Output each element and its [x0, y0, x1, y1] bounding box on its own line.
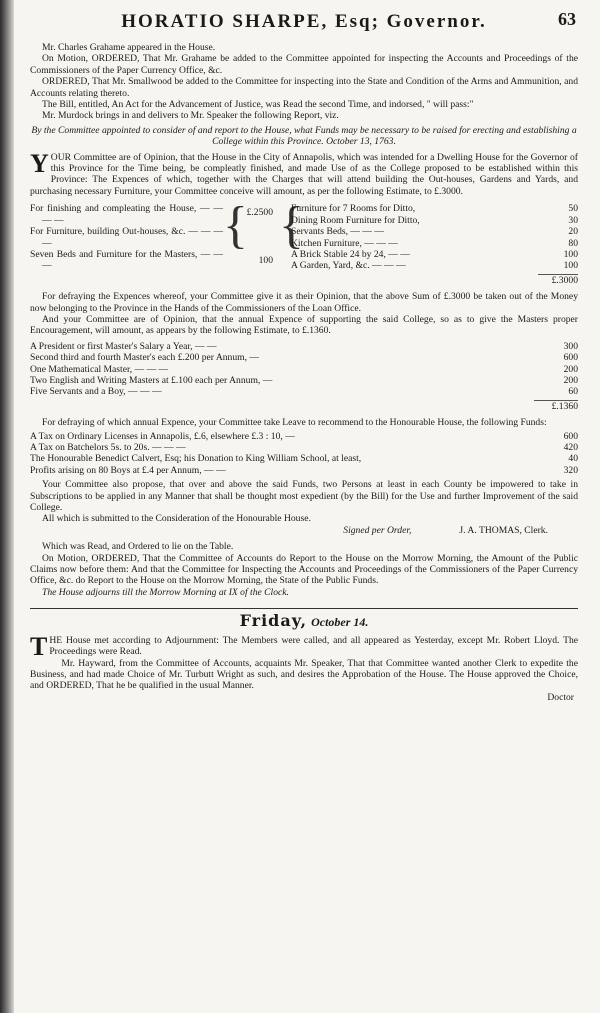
fund-row	[30, 442, 578, 453]
estimate-amount: £.2500	[246, 207, 273, 219]
estimate-amount: 100	[258, 254, 273, 266]
signature-line	[30, 525, 578, 536]
estimate-item-label: Furniture for 7 Rooms for Ditto,	[291, 203, 416, 215]
report-intro	[30, 148, 578, 198]
estimate-item-amount: 80	[568, 237, 578, 249]
subscriptions-para: Your Committee also propose, that over and above the said Funds, two Persons at least in each County be impowered to take in Subscriptions to be applied in any Manner that shall be thought most expedient (by the Bill) for the Use and further Improvement of the said College.	[30, 479, 578, 514]
estimate-right-row	[291, 203, 578, 214]
salary-total: £.1360	[534, 400, 578, 412]
submission-para: All which is submitted to the Consideration of the Honourable House.	[42, 513, 311, 525]
estimate-right-column	[291, 203, 578, 271]
estimate-right-row	[291, 238, 578, 249]
fund-label: A Tax on Batchelors 5s. to 20s. — — —	[30, 442, 186, 453]
estimate-left-column	[30, 203, 223, 271]
opening-para-2: On Motion, ORDERED, That Mr. Grahame be added to the Committee appointed for inspecting the Accounts and Proceedings of the Commissioners of the Paper Currency Office, &c.	[30, 53, 578, 76]
fund-row	[30, 431, 578, 442]
fund-amount: 320	[563, 464, 578, 476]
brace-glyph: {	[223, 197, 248, 255]
opening-para-5: Mr. Murdock brings in and delivers to Mr. Speaker the following Report, viz.	[42, 110, 339, 122]
friday-para-2: Mr. Hayward, from the Committee of Accounts, acquaints Mr. Speaker, That that Committee wanted another Clerk to expedite the Business, and had made Choice of Mr. Turbutt Wright as such, and desires the Approbation of the House. The House approved the Choice, and ORDERED, That he be qualified in the usual Manner.	[30, 657, 578, 692]
annual-expence-para: And your Committee are of Opinion, that the annual Expence of supporting the said College, so as to give the Masters proper Encouragement, will amount, as appears by the following Estimate, to £.1360.	[30, 313, 578, 337]
running-head: HORATIO SHARPE, Esq; Governor.	[121, 11, 487, 32]
salary-label: A President or first Master's Salary a Year, — —	[30, 340, 217, 352]
page-number: 63	[558, 9, 576, 29]
estimate-item-amount: 50	[568, 203, 578, 215]
salary-amount: 60	[568, 386, 578, 398]
friday-para-1	[30, 631, 578, 661]
estimate-item-label: Dining Room Furniture for Ditto,	[291, 214, 420, 226]
estimate-total: £.3000	[538, 274, 578, 286]
salary-amount: 300	[563, 340, 578, 352]
after-report-para-1: Which was Read, and Ordered to lie on the Table.	[42, 541, 234, 553]
fund-label: A Tax on Ordinary Licenses in Annapolis, £.6, elsewhere £.3 : 10, —	[30, 430, 295, 442]
estimate-right-row	[291, 215, 578, 226]
estimate-right-row	[291, 260, 578, 271]
estimate-item-label: Kitchen Furniture, — — —	[291, 237, 398, 249]
salary-estimate	[30, 341, 578, 412]
adjournment-note: The House adjourns till the Morrow Morning at IX of the Clock.	[42, 586, 289, 598]
after-report-para-2: On Motion, ORDERED, That the Committee of Accounts do Report to the House on the Morrow Morning, the Amount of the Public Claims now before them: And that the Committee for Inspecting the Accounts and Proceedings of the Commissioners of the Paper Currency Office, &c. do Report to the House on the Morrow Morning, the State of the Public Funds.	[30, 552, 578, 587]
estimate-left-item: For finishing and compleating the House, — — — —	[30, 203, 223, 226]
fund-label: Profits arising on 80 Boys at £.4 per Annum, — —	[30, 464, 226, 476]
dropcap-t: T	[30, 631, 48, 661]
estimate-item-amount: 100	[563, 260, 578, 272]
salary-amount: 600	[563, 352, 578, 364]
report-intro-text: OUR Committee are of Opinion, that the House in the City of Annapolis, which was intended for a Dwelling House for the Governor of this Province for the Time being, be compleatly finished, and made Use of as the College proposed to be established within this Province: The Expences of which, together with the Charges that will attend building the Out-houses, Gardens and Yards, and purchasing necessary Furniture, your Committee conceive will amount, as per the following Estimate, to £.3000.	[30, 151, 578, 197]
fund-amount: 40	[568, 453, 578, 465]
fund-row	[30, 453, 578, 464]
fund-amount: 600	[563, 430, 578, 442]
salary-row	[30, 341, 578, 352]
estimate-item-amount: 20	[568, 226, 578, 238]
page-header	[30, 8, 578, 42]
salary-label: Second third and fourth Master's each £.200 per Annum, —	[30, 352, 259, 364]
opening-para-3: ORDERED, That Mr. Smallwood be added to the Committee for inspecting into the State and Condition of the Arms and Ammunition, and Accounts relating thereto.	[30, 76, 578, 99]
opening-para-4: The Bill, entitled, An Act for the Advancement of Justice, was Read the second Time, and indorsed, " will pass:"	[42, 99, 474, 111]
fund-row	[30, 465, 578, 476]
day-heading	[30, 611, 578, 631]
salary-label: One Mathematical Master, — — —	[30, 363, 169, 375]
friday-para-1-text: HE House met according to Adjournment: The Members were called, and all appeared as Yesterday, except Mr. Robert Lloyd. The Proceedings were Read.	[49, 634, 578, 658]
estimate-item-amount: 30	[568, 214, 578, 226]
estimate-item-label: A Garden, Yard, &c. — — —	[291, 260, 406, 272]
salary-label: Five Servants and a Boy, — — —	[30, 386, 162, 398]
salary-amount: 200	[563, 363, 578, 375]
dropcap-y: Y	[30, 148, 49, 178]
building-estimate	[30, 197, 578, 272]
salary-row	[30, 386, 578, 397]
funds-list	[30, 431, 578, 477]
fund-amount: 420	[563, 442, 578, 453]
funds-intro: For defraying of which annual Expence, your Committee take Leave to recommend to the Honourable House, the following Funds:	[42, 417, 547, 429]
estimate-left-amounts	[235, 203, 279, 271]
estimate-left-item: For Furniture, building Out-houses, &c. — — — —	[30, 226, 223, 249]
salary-row	[30, 352, 578, 363]
clerk-name: J. A. THOMAS, Clerk.	[459, 524, 548, 536]
salary-row	[30, 364, 578, 375]
fund-label: The Honourable Benedict Calvert, Esq; his Donation to King William School, at least,	[30, 453, 362, 465]
salary-row	[30, 375, 578, 386]
section-rule	[30, 608, 578, 609]
estimate-item-label: Servants Beds, — — —	[291, 226, 385, 238]
report-title: By the Committee appointed to consider of and report to the House, what Funds may be necessary to be raised for erecting and establishing a College within this Province. October 13, 1763.	[31, 124, 577, 148]
salary-amount: 200	[563, 374, 578, 386]
estimate-item-label: A Brick Stable 24 by 24, — —	[291, 248, 410, 260]
day-date: October 14.	[311, 615, 369, 630]
day-name: Friday,	[239, 611, 308, 631]
brace-glyph: {	[279, 197, 304, 255]
defraying-para: For defraying the Expences whereof, your Committee give it as their Opinion, that the above Sum of £.3000 be taken out of the Money now belonging to the Province in the Hands of the Commissioners of the Loan Office.	[30, 291, 578, 314]
signed-per-order: Signed per Order,	[343, 524, 412, 536]
estimate-left-item: Seven Beds and Furniture for the Masters, — — —	[30, 248, 223, 272]
estimate-item-amount: 100	[563, 248, 578, 260]
estimate-right-row	[291, 249, 578, 260]
catchword: Doctor	[547, 691, 574, 703]
salary-label: Two English and Writing Masters at £.100 each per Annum, —	[30, 374, 273, 386]
opening-para-1: Mr. Charles Grahame appeared in the House.	[42, 42, 216, 53]
estimate-right-row	[291, 226, 578, 237]
